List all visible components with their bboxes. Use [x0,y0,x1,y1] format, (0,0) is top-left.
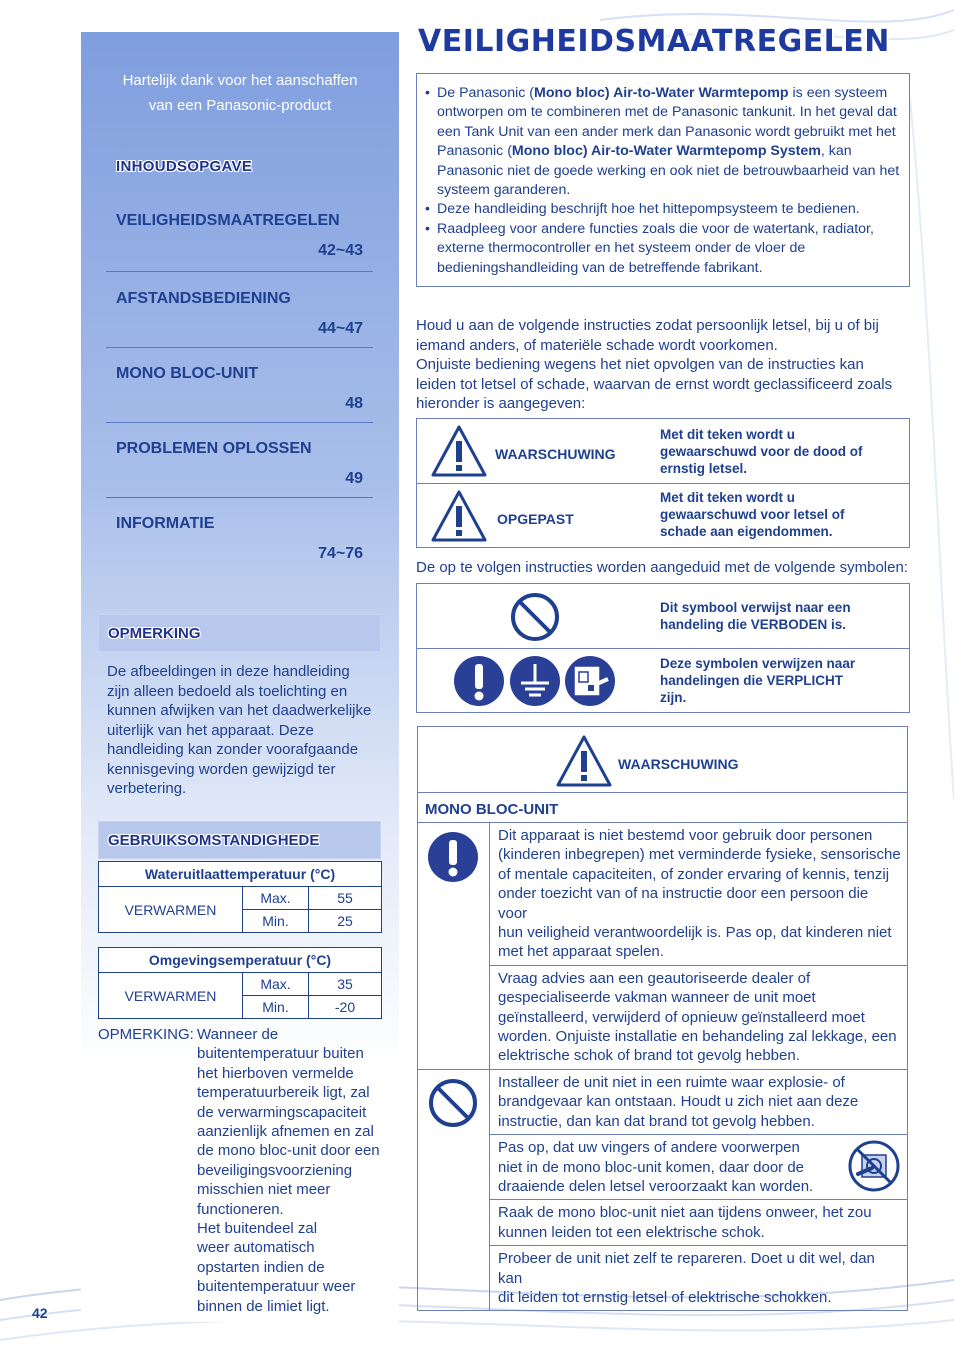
remark-line: aanzienlijk afnemen en zal [197,1123,374,1141]
mandatory-group [418,823,907,1070]
no-fingers-icon [848,1140,900,1192]
text-line: niet in de mono bloc-unit komen, daar door de [498,1158,805,1176]
text-line: (kinderen inbegrepen) met verminderde fysieke, sensorische [498,846,901,864]
icon-column [418,823,490,1069]
intro-box [416,73,910,287]
intro-bullet-1 [425,84,901,200]
mandatory-exclamation-icon [453,655,505,707]
mode-cell: VERWARMEN [99,973,243,1019]
remark-line: weer automatisch [197,1239,315,1257]
toc-label: VEILIGHEIDSMAATREGELEN [116,212,340,229]
toc-label: AFSTANDSBEDIENING [116,290,291,307]
symbol-row-prohibited [417,584,909,649]
text-line: gewaarschuwd voor letsel of [660,507,845,522]
para-line: Onjuiste bediening wegens het niet opvolgen van de instructies kan [416,356,864,373]
toc-page: 49 [345,470,363,487]
severity-table [416,418,910,548]
min-label: Min. [243,910,309,933]
text-run: De Panasonic ( [437,85,534,101]
toc-item-veiligheidsmaatregelen[interactable] [106,212,373,272]
toc-page: 74~76 [318,545,363,562]
text-line: zijn. [660,690,687,705]
remark-line: Wanneer de [197,1026,279,1043]
max-label: Max. [243,973,309,996]
text-line: elektrische schok of brand tot gevolg hebben. [498,1047,800,1065]
mode-cell: VERWARMEN [99,887,243,933]
conditions-heading-bar [98,821,381,859]
text-line: Deze symbolen verwijzen naar [660,656,856,671]
bold-run: Mono bloc) Air-to-Water Warmtepomp System [511,143,821,160]
remark-line: buitentemperatuur weer [197,1278,356,1296]
page-title: VEILIGHEIDSMAATREGELEN [418,24,890,59]
severity-row-warning [417,419,909,484]
para-line: Houd u aan de volgende instructies zodat persoonlijk letsel, bij u of bij [416,317,879,334]
toc-item-afstandsbediening[interactable] [106,290,373,348]
text-line: Installeer de unit niet in een ruimte waar explosie- of [498,1073,845,1091]
text-run: , kan Panasonic niet de goede werking en ook niet de betrouwbaarheid van het systeem garanderen. [437,143,900,199]
text-run: is een systeem ontworpen om te combineren met de Panasonic tankunit. In het geval dat een Tank Unit van een ander merk dan Panasonic wordt gebruikt met het Panasonic ( [437,85,897,160]
ground-icon [509,655,561,707]
text-line: handelingen die VERPLICHT [660,673,844,688]
remark-line: functioneren. [197,1200,284,1218]
warning-triangle-icon [554,733,614,789]
rows [490,823,907,1069]
toc-item-mono-bloc-unit[interactable] [106,365,373,423]
table-title: Omgevingsemperatuur (°C) [99,948,382,973]
toc-label: INFORMATIE [116,515,215,532]
caution-triangle-icon [429,488,489,544]
severity-label: OPGEPAST [497,511,574,527]
max-label: Max. [243,887,309,910]
para-line: hieronder is aangegeven: [416,395,586,412]
text-line: brandgevaar kan ontstaan. Houdt u zich niet aan deze [498,1093,859,1111]
severity-text [660,489,905,540]
toc-heading: INHOUDSOPGAVE [116,158,253,175]
remark-label: OPMERKING: [98,1026,194,1043]
para-line: leiden tot letsel of schade, waarvan de ernst wordt geclassificeerd zoals [416,375,893,393]
text-line: met het apparaat spelen. [498,943,664,961]
warning-row [490,966,907,1069]
remark-line: Het buitendeel zal [197,1220,318,1238]
note-text: De afbeeldingen in deze handleiding zijn alleen bedoeld als toelichting en kunnen afwijken van het daadwerkelijke uiterlijk van het apparaat. Deze handleiding kan zonder voorafgaande kennisgeving worden gewijzigd ter verbetering. [107,663,372,797]
remark-line: binnen de limiet ligt. [197,1297,330,1315]
warning-label: WAARSCHUWING [618,756,739,772]
text-line: Raak de mono bloc-unit niet aan tijdens onweer, het zou [498,1204,872,1222]
toc-item-informatie[interactable] [106,515,373,573]
text-line: Dit apparaat is niet bestemd voor gebruik door personen [498,827,873,844]
water-temperature-table [98,861,382,933]
remark-text [197,1025,387,1316]
symbol-row-mandatory [417,649,909,712]
prohibited-icon [509,591,561,643]
text-line: schade aan eigendommen. [660,524,833,539]
bold-run: Mono bloc) Air-to-Water Warmtepomp [534,85,789,101]
toc-page: 42~43 [318,242,363,259]
sidebar [81,32,399,1322]
min-label: Min. [243,996,309,1019]
text-line: geïnstalleerd, verwijderd of opnieuw geïnstalleerd moet [498,1008,865,1026]
toc-page: 48 [345,395,363,412]
text-line: instructie, dan kan dat brand tot gevolg hebben. [498,1112,815,1130]
unplug-icon [564,655,616,707]
intro-bullet-2: • Deze handleiding beschrijft hoe het hittepompsysteem te bedienen. [425,200,901,219]
severity-row-caution [417,484,909,547]
warning-triangle-icon [429,423,489,479]
symbols-table [416,583,910,713]
text-line: kunnen leiden tot een elektrische schok. [498,1223,765,1241]
toc-label: PROBLEMEN OPLOSSEN [116,440,312,457]
mandatory-exclamation-icon [427,831,479,883]
intro-bullet-3: • Raadpleeg voor andere functies zoals die voor de watertank, radiator, externe thermocontroller en het systeem onder de vloer de bedieningshandleiding van de betreffende fabrikant. [425,220,901,278]
symbols-intro: De op te volgen instructies worden aangeduid met de volgende symbolen: [416,559,908,576]
note-heading-bar [98,614,381,652]
text-line: draaiende delen letsel veroorzaakt kan worden. [498,1177,814,1195]
para-line: iemand anders, of materiële schade wordt voorkomen. [416,336,778,354]
text-line: hun veiligheid verantwoordelijk is. Pas op, dat kinderen niet [498,924,892,942]
rows [490,1070,907,1310]
table-title: Wateruitlaattemperatuur (°C) [99,862,382,887]
text-line: Dit symbool verwijst naar een [660,600,851,615]
symbol-text [660,599,905,633]
page-number: 42 [32,1305,48,1321]
warning-row [490,1200,907,1246]
text-line: onder toezicht van of na instructie door een persoon die voor [498,885,869,922]
remark-line: buitentemperatuur buiten [197,1045,364,1063]
ambient-temperature-table [98,947,382,1019]
remark-line: het hierboven vermelde [197,1064,354,1082]
text-line: Pas op, dat uw vingers of andere voorwerpen [498,1139,800,1157]
note-heading: OPMERKING [108,625,201,642]
text-line: of mentale capaciteiten, of zonder ervaring of kennis, tenzij [498,865,890,883]
conditions-heading: GEBRUIKSOMSTANDIGHEDE [108,832,320,849]
remark-line: temperatuurbereik ligt, zal [197,1084,370,1102]
remark-line: beveiligingsvoorziening [197,1161,353,1179]
warning-header [418,727,907,793]
toc-item-problemen-oplossen[interactable] [106,440,373,498]
warning-row [490,1246,907,1310]
text-line: Met dit teken wordt u [660,490,795,505]
unit-subheading: MONO BLOC-UNIT [425,801,559,818]
icon-column [418,1070,490,1310]
text-line: dit leiden tot ernstig letsel of elektrische schokken. [498,1288,832,1306]
min-value: 25 [309,910,382,933]
toc-label: MONO BLOC-UNIT [116,365,259,382]
warning-subheading [418,793,907,823]
severity-label: WAARSCHUWING [495,446,616,462]
text-line: Vraag advies aan een geautoriseerde dealer of [498,969,811,987]
text-line: handeling die VERBODEN is. [660,617,847,632]
warning-row [490,1070,907,1135]
prohibited-group [418,1070,907,1310]
symbol-text [660,655,905,706]
min-value: -20 [309,996,382,1019]
severity-text [660,426,905,477]
text-line: gespecialiseerde vakman wanneer de unit moet [498,989,816,1007]
warning-row [490,823,907,966]
warning-table [417,726,908,1311]
text-line: gewaarschuwd voor de dood of [660,444,863,459]
text-line: ernstig letsel. [660,461,748,476]
remark-line: misschien niet meer [197,1181,331,1199]
remark-line: de mono bloc-unit door een [197,1142,380,1160]
max-value: 55 [309,887,382,910]
remark-line: opstarten indien de [197,1258,325,1276]
instruction-paragraph [416,316,916,414]
thanks-line: van een Panasonic-product [148,97,332,114]
warning-row [490,1135,907,1200]
toc-page: 44~47 [318,320,363,337]
max-value: 35 [309,973,382,996]
text-line: Probeer de unit niet zelf te repareren. Doet u dit wel, dan kan [498,1250,875,1287]
thanks-text [81,68,399,118]
thanks-line: Hartelijk dank voor het aanschaffen [122,72,358,89]
remark-line: de verwarmingscapaciteit [197,1103,367,1121]
text-line: Met dit teken wordt u [660,427,795,442]
prohibited-icon [427,1077,479,1129]
text-line: worden. Onjuiste installatie en behandeling zal lekkage, een [498,1028,897,1046]
